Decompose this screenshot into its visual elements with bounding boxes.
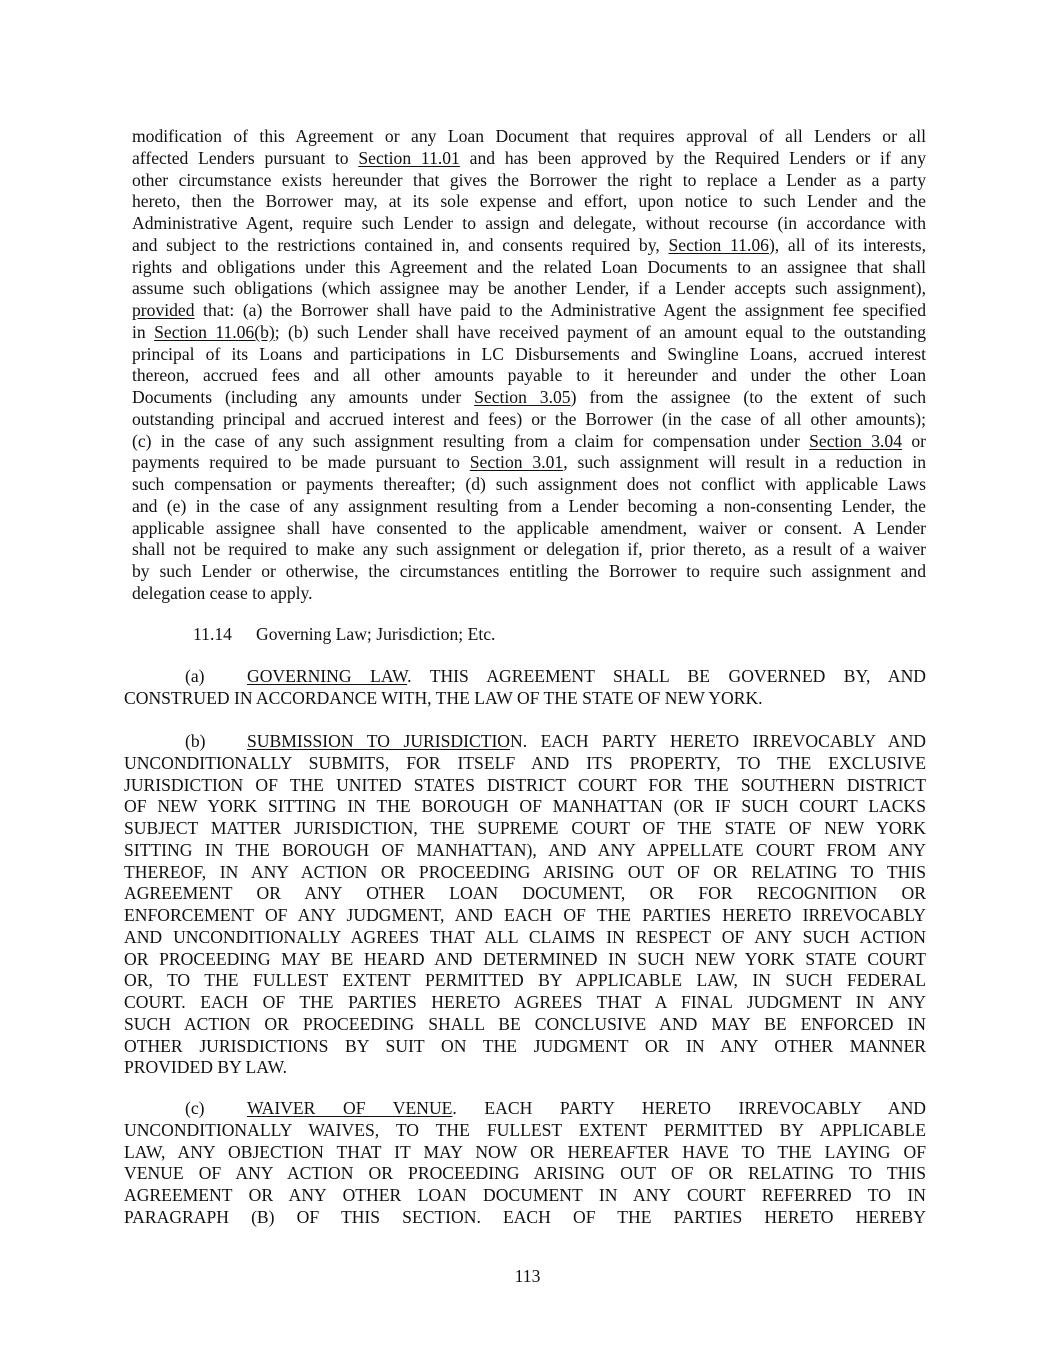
text-line: modification of this Agreement or any Loan Document that requires approval of all Lenders or all: [132, 126, 926, 146]
underlined-reference: provided: [132, 300, 195, 320]
text-line: by such Lender or otherwise, the circumstances entitling the Borrower to require such assignment and: [132, 561, 926, 581]
text-line: JURISDICTION OF THE UNITED STATES DISTRICT COURT FOR THE SOUTHERN DISTRICT: [124, 774, 926, 795]
text-line: CONSTRUED IN ACCORDANCE WITH, THE LAW OF THE STATE OF NEW YORK.: [124, 687, 763, 708]
text-line: THEREOF, IN ANY ACTION OR PROCEEDING ARISING OUT OF OR RELATING TO THIS: [124, 861, 926, 882]
section-number: 11.14: [193, 624, 232, 644]
underlined-reference: GOVERNING LAW: [247, 666, 408, 686]
text-line: Administrative Agent, require such Lender to assign and delegate, without recourse (in accordance with: [132, 213, 926, 233]
text-line: COURT. EACH OF THE PARTIES HERETO AGREES THAT A FINAL JUDGMENT IN ANY: [124, 992, 926, 1012]
underlined-reference: SUBMISSION TO JURISDICTIO: [247, 731, 511, 751]
text-line: in Section 11.06(b); (b) such Lender shall have received payment of an amount equal to the outstanding: [132, 321, 927, 342]
text-line: Documents (including any amounts under Section 3.05) from the assignee (to the extent of such: [132, 387, 926, 407]
underlined-reference: WAIVER OF VENUE: [247, 1098, 453, 1118]
paragraph-b-submission-to-jurisdiction: [124, 731, 926, 1079]
text-line: ENFORCEMENT OF ANY JUDGMENT, AND EACH OF THE PARTIES HERETO IRREVOCABLY: [124, 905, 926, 925]
text-line: OR, TO THE FULLEST EXTENT PERMITTED BY APPLICABLE LAW, IN SUCH FEDERAL: [124, 970, 926, 991]
text-line: and (e) in the case of any assignment resulting from a Lender becoming a non-consenting Lender, the: [132, 495, 926, 516]
text-line: assume such obligations (which assignee may be another Lender, if a Lender accepts such assignment),: [132, 278, 926, 299]
text-line: (c) in the case of any such assignment resulting from a claim for compensation under Section 3.04 or: [132, 430, 926, 451]
text-line: rights and obligations under this Agreement and the related Loan Documents to an assignee that shall: [132, 256, 926, 277]
paragraph-label: (a): [185, 666, 205, 686]
underlined-reference: Section 3.01: [469, 452, 564, 473]
text-line: (c) WAIVER OF VENUE. EACH PARTY HERETO IRREVOCABLY AND: [185, 1098, 926, 1118]
text-line: hereto, then the Borrower may, at its sole expense and effort, upon notice to such Lender and the: [132, 191, 926, 212]
section-title: Governing Law; Jurisdiction; Etc.: [256, 624, 496, 644]
underlined-reference: Section 11.06: [668, 234, 769, 255]
text-line: and subject to the restrictions contained in, and consents required by, Section 11.06), all of its interests,: [132, 234, 927, 255]
text-line: OF NEW YORK SITTING IN THE BOROUGH OF MANHATTAN (OR IF SUCH COURT LACKS: [124, 796, 926, 817]
underlined-reference: Section 11.06(b): [154, 321, 275, 342]
paragraph-label: (b): [185, 731, 206, 751]
text-line: delegation cease to apply.: [132, 582, 313, 603]
page-number: 113: [514, 1266, 541, 1286]
text-line: AND UNCONDITIONALLY AGREES THAT ALL CLAIMS IN RESPECT OF ANY SUCH ACTION: [124, 926, 926, 947]
text-line: UNCONDITIONALLY WAIVES, TO THE FULLEST EXTENT PERMITTED BY APPLICABLE: [124, 1119, 926, 1140]
text-line: PROVIDED BY LAW.: [124, 1057, 287, 1078]
paragraph-a-governing-law: [124, 666, 926, 710]
text-line: other circumstance exists hereunder that gives the Borrower the right to replace a Lender as a party: [132, 169, 926, 190]
text-line: principal of its Loans and participations in LC Disbursements and Swingline Loans, accrued interest: [132, 343, 926, 364]
text-line: AGREEMENT OR ANY OTHER LOAN DOCUMENT, OR FOR RECOGNITION OR: [124, 883, 926, 904]
text-line: SUCH ACTION OR PROCEEDING SHALL BE CONCLUSIVE AND MAY BE ENFORCED IN: [124, 1013, 926, 1034]
text-line: SITTING IN THE BOROUGH OF MANHATTAN), AND ANY APPELLATE COURT FROM ANY: [124, 839, 926, 860]
text-line: VENUE OF ANY ACTION OR PROCEEDING ARISING OUT OF OR RELATING TO THIS: [124, 1163, 926, 1184]
text-line: (a) GOVERNING LAW. THIS AGREEMENT SHALL BE GOVERNED BY, AND: [185, 666, 927, 686]
section-heading: [193, 624, 495, 646]
text-line: LAW, ANY OBJECTION THAT IT MAY NOW OR HEREAFTER HAVE TO THE LAYING OF: [124, 1141, 926, 1162]
text-line: (b) SUBMISSION TO JURISDICTION. EACH PARTY HERETO IRREVOCABLY AND: [185, 731, 926, 751]
text-line: such compensation or payments thereafter; (d) such assignment does not conflict with applicable Laws: [132, 474, 926, 494]
text-line: applicable assignee shall have consented to the applicable amendment, waiver or consent. A Lender: [132, 517, 926, 538]
text-line: AGREEMENT OR ANY OTHER LOAN DOCUMENT IN ANY COURT REFERRED TO IN: [124, 1185, 926, 1205]
text-line: shall not be required to make any such assignment or delegation if, prior thereto, as a result of a waiver: [132, 539, 926, 560]
text-line: provided that: (a) the Borrower shall have paid to the Administrative Agent the assignment fee specified: [132, 300, 926, 320]
paragraph-label: (c): [185, 1098, 205, 1118]
replacement-paragraph: [132, 126, 926, 605]
text-line: UNCONDITIONALLY SUBMITS, FOR ITSELF AND ITS PROPERTY, TO THE EXCLUSIVE: [124, 752, 926, 773]
underlined-reference: Section 3.04: [809, 430, 903, 451]
paragraph-c-waiver-of-venue: [124, 1098, 926, 1229]
underlined-reference: Section 11.01: [358, 147, 460, 168]
text-line: OR PROCEEDING MAY BE HEARD AND DETERMINED IN SUCH NEW YORK STATE COURT: [124, 948, 926, 969]
text-line: outstanding principal and accrued interest and fees) or the Borrower (in the case of all other amounts);: [132, 408, 926, 429]
underlined-reference: Section 3.05: [474, 387, 571, 407]
text-line: PARAGRAPH (B) OF THIS SECTION. EACH OF THE PARTIES HERETO HEREBY: [124, 1206, 926, 1227]
text-line: OTHER JURISDICTIONS BY SUIT ON THE JUDGMENT OR IN ANY OTHER MANNER: [124, 1035, 926, 1056]
text-line: payments required to be made pursuant to Section 3.01, such assignment will result in a reduction in: [132, 452, 927, 473]
text-line: thereon, accrued fees and all other amounts payable to it hereunder and under the other Loan: [132, 365, 926, 386]
text-line: SUBJECT MATTER JURISDICTION, THE SUPREME COURT OF THE STATE OF NEW YORK: [124, 818, 926, 838]
text-line: affected Lenders pursuant to Section 11.01 and has been approved by the Required Lenders or if any: [132, 147, 926, 168]
